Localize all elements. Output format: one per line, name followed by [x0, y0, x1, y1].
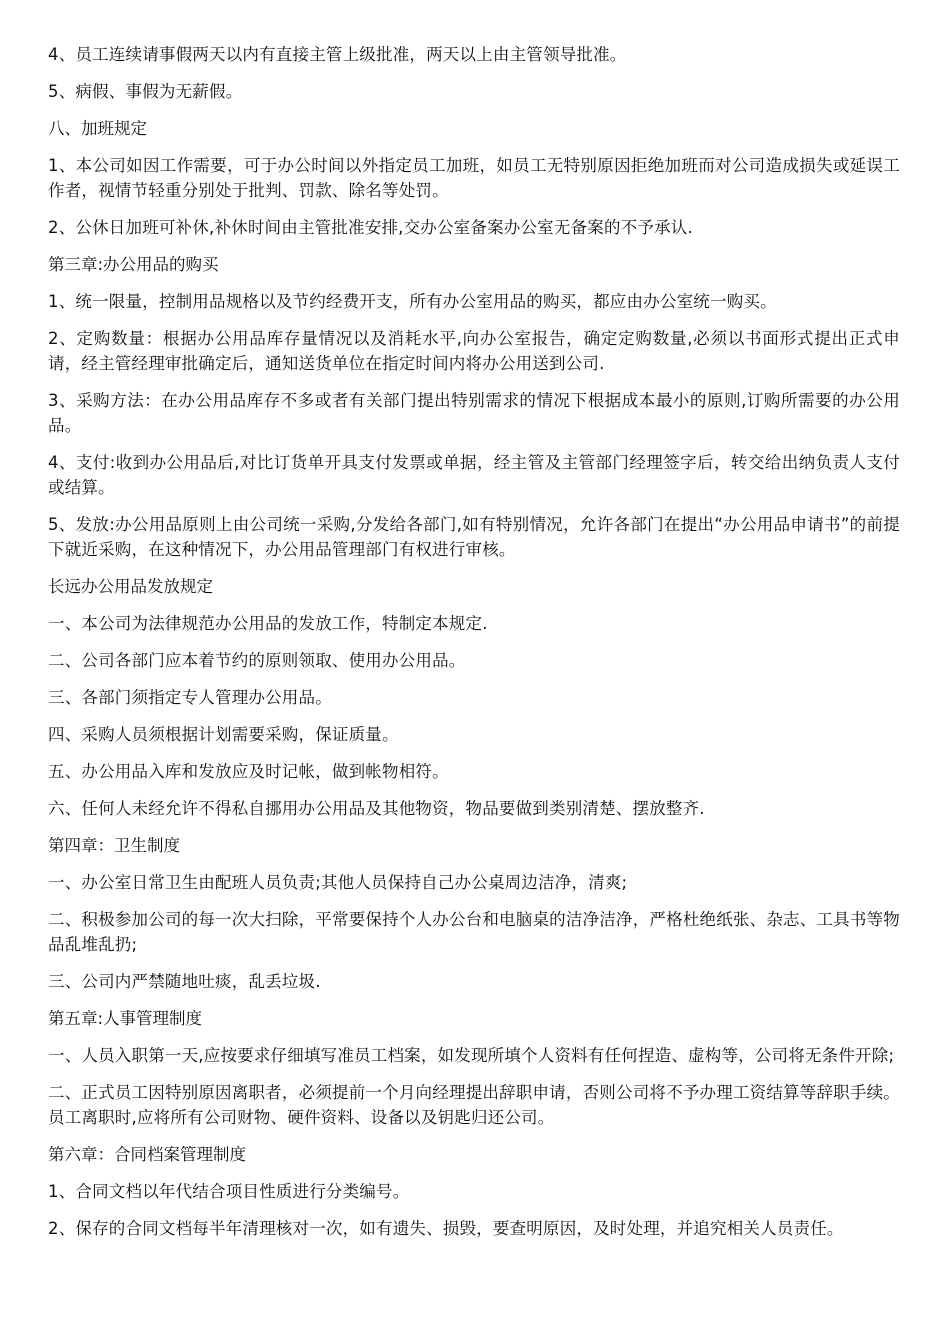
paragraph-overtime-2: 2、公休日加班可补休,补休时间由主管批准安排,交办公室备案办公室无备案的不予承认. — [48, 218, 693, 237]
paragraph-purchase-5: 5、发放:办公用品原则上由公司统一采购,分发给各部门,如有特别情况，允许各部门在提出“办公用品申请书”的前提下就近采购，在这种情况下，办公用品管理部门有权进行审核。 — [48, 515, 900, 559]
paragraph-purchase-4: 4、支付:收到办公用品后,对比订货单开具支付发票或单据，经主管及主管部门经理签字后，转交给出纳负责人支付或结算。 — [48, 453, 900, 497]
document-page — [48, 42, 900, 1253]
paragraph-personnel-1: 一、人员入职第一天,应按要求仔细填写准员工档案，如发现所填个人资料有任何捏造、虚构等，公司将无条件开除; — [48, 1046, 895, 1065]
paragraph-distribution-4: 四、采购人员须根据计划需要采购，保证质量。 — [48, 725, 399, 744]
paragraph-purchase-1: 1、统一限量，控制用品规格以及节约经费开支，所有办公室用品的购买，都应由办公室统一购买。 — [48, 292, 777, 311]
section-heading-distribution: 长远办公用品发放规定 — [48, 577, 213, 596]
paragraph-hygiene-3: 三、公司内严禁随地吐痰，乱丢垃圾. — [48, 972, 321, 991]
paragraph-distribution-6: 六、任何人未经允许不得私自挪用办公用品及其他物资，物品要做到类别清楚、摆放整齐. — [48, 799, 705, 818]
paragraph-distribution-1: 一、本公司为法律规范办公用品的发放工作，特制定本规定. — [48, 614, 488, 633]
chapter-heading-5: 第五章:人事管理制度 — [48, 1009, 203, 1028]
chapter-heading-3: 第三章:办公用品的购买 — [48, 255, 219, 274]
paragraph-hygiene-2: 二、积极参加公司的每一次大扫除，平常要保持个人办公台和电脑桌的洁净洁净，严格杜绝纸张、杂志、工具书等物品乱堆乱扔; — [48, 910, 900, 954]
paragraph-leave-approval: 4、员工连续请事假两天以内有直接主管上级批准，两天以上由主管领导批准。 — [48, 45, 627, 64]
paragraph-unpaid-leave: 5、病假、事假为无薪假。 — [48, 82, 243, 101]
paragraph-hygiene-1: 一、办公室日常卫生由配班人员负责;其他人员保持自己办公桌周边洁净，清爽; — [48, 873, 628, 892]
paragraph-purchase-3: 3、采购方法：在办公用品库存不多或者有关部门提出特别需求的情况下根据成本最小的原则,订购所需要的办公用品。 — [48, 391, 900, 435]
chapter-heading-6: 第六章：合同档案管理制度 — [48, 1145, 246, 1164]
section-heading-overtime: 八、加班规定 — [48, 119, 147, 138]
paragraph-distribution-5: 五、办公用品入库和发放应及时记帐，做到帐物相符。 — [48, 762, 449, 781]
paragraph-distribution-2: 二、公司各部门应本着节约的原则领取、使用办公用品。 — [48, 651, 466, 670]
paragraph-distribution-3: 三、各部门须指定专人管理办公用品。 — [48, 688, 332, 707]
paragraph-contract-1: 1、合同文档以年代结合项目性质进行分类编号。 — [48, 1182, 410, 1201]
paragraph-personnel-2: 二、正式员工因特别原因离职者，必须提前一个月向经理提出辞职申请，否则公司将不予办理工资结算等辞职手续。员工离职时,应将所有公司财物、硬件资料、设备以及钥匙归还公司。 — [48, 1083, 900, 1127]
paragraph-purchase-2: 2、定购数量：根据办公用品库存量情况以及消耗水平,向办公室报告，确定定购数量,必须以书面形式提出正式申请，经主管经理审批确定后，通知送货单位在指定时间内将办公用送到公司. — [48, 329, 900, 373]
chapter-heading-4: 第四章：卫生制度 — [48, 836, 180, 855]
paragraph-contract-2: 2、保存的合同文档每半年清理核对一次，如有遗失、损毁，要查明原因，及时处理，并追究相关人员责任。 — [48, 1219, 844, 1238]
paragraph-overtime-1: 1、本公司如因工作需要，可于办公时间以外指定员工加班，如员工无特别原因拒绝加班而对公司造成损失或延误工作者，视情节轻重分别处于批判、罚款、除名等处罚。 — [48, 156, 900, 200]
